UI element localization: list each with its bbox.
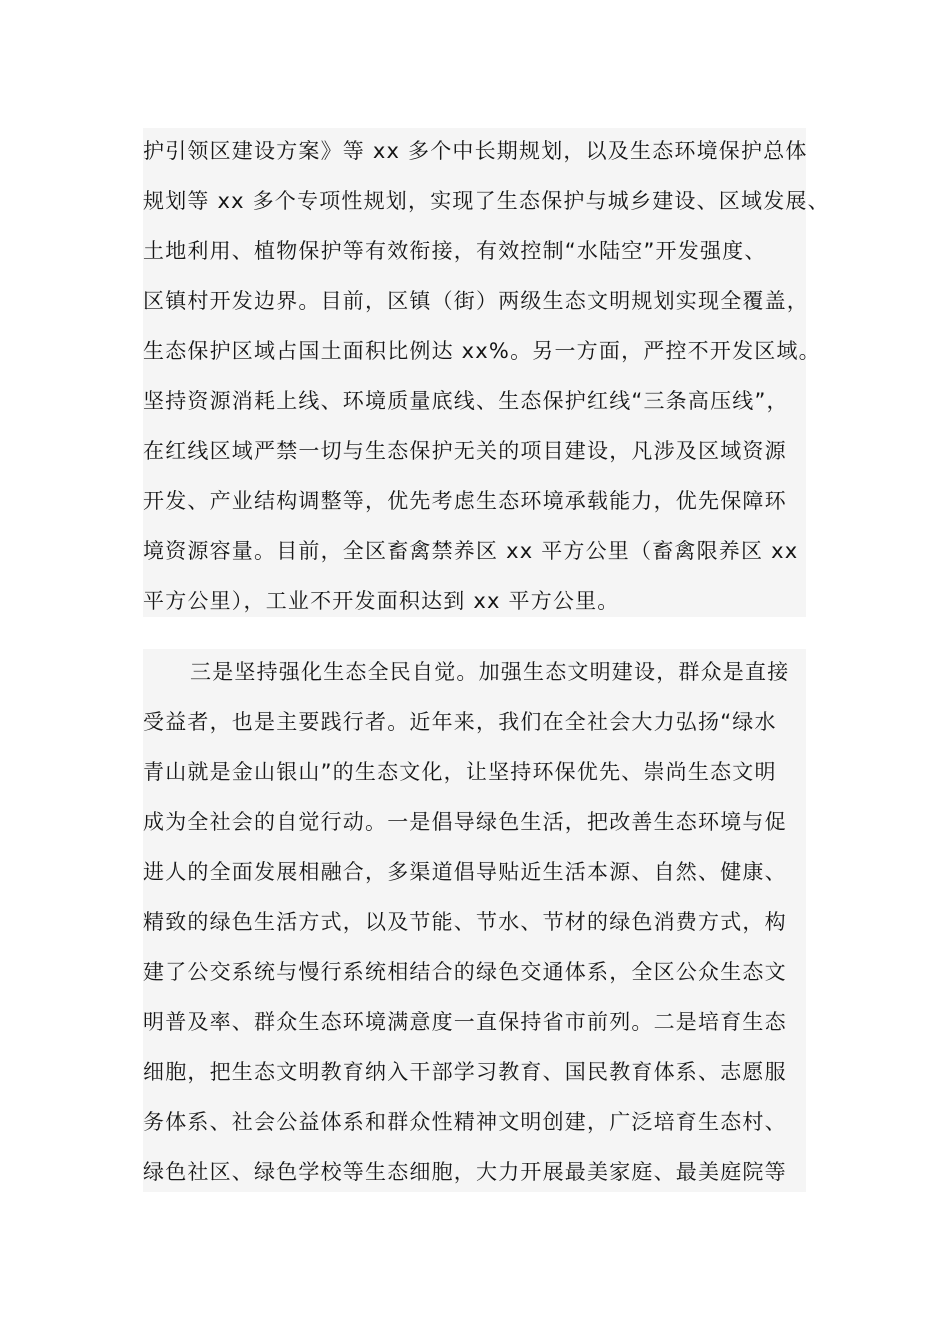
text-line: 三是坚持强化生态全民自觉。加强生态文明建设，群众是直接: [190, 660, 790, 684]
text-line: 护引领区建设方案》等 xx 多个中长期规划，以及生态环境保护总体: [143, 139, 808, 163]
text-line: 生态保护区域占国土面积比例达 xx%。另一方面，严控不开发区域。: [143, 339, 821, 363]
text-line: 务体系、社会公益体系和群众性精神文明创建，广泛培育生态村、: [143, 1110, 787, 1134]
text-line: 绿色社区、绿色学校等生态细胞，大力开展最美家庭、最美庭院等: [143, 1160, 787, 1184]
text-line: 青山就是金山银山”的生态文化，让坚持环保优先、崇尚生态文明: [143, 760, 777, 784]
text-line: 受益者，也是主要践行者。近年来，我们在全社会大力弘扬“绿水: [143, 710, 777, 734]
text-line: 建了公交系统与慢行系统相结合的绿色交通体系，全区公众生态文: [143, 960, 787, 984]
text-line: 精致的绿色生活方式，以及节能、节水、节材的绿色消费方式，构: [143, 910, 787, 934]
text-line: 成为全社会的自觉行动。一是倡导绿色生活，把改善生态环境与促: [143, 810, 787, 834]
text-line: 开发、产业结构调整等，优先考虑生态环境承载能力，优先保障环: [143, 489, 787, 513]
text-line: 进人的全面发展相融合，多渠道倡导贴近生活本源、自然、健康、: [143, 860, 787, 884]
text-line: 在红线区域严禁一切与生态保护无关的项目建设，凡涉及区域资源: [143, 439, 787, 463]
text-line: 细胞，把生态文明教育纳入干部学习教育、国民教育体系、志愿服: [143, 1060, 787, 1084]
text-line: 区镇村开发边界。目前，区镇（街）两级生态文明规划实现全覆盖，: [143, 289, 809, 313]
text-line: 土地利用、植物保护等有效衔接，有效控制“水陆空”开发强度、: [143, 239, 767, 263]
text-line: 明普及率、群众生态环境满意度一直保持省市前列。二是培育生态: [143, 1010, 787, 1034]
text-line: 境资源容量。目前，全区畜禽禁养区 xx 平方公里（畜禽限养区 xx: [143, 539, 799, 563]
text-line: 坚持资源消耗上线、环境质量底线、生态保护红线“三条高压线”，: [143, 389, 789, 413]
text-line: 规划等 xx 多个专项性规划，实现了生态保护与城乡建设、区域发展、: [143, 189, 830, 213]
text-line: 平方公里），工业不开发面积达到 xx 平方公里。: [143, 589, 620, 613]
